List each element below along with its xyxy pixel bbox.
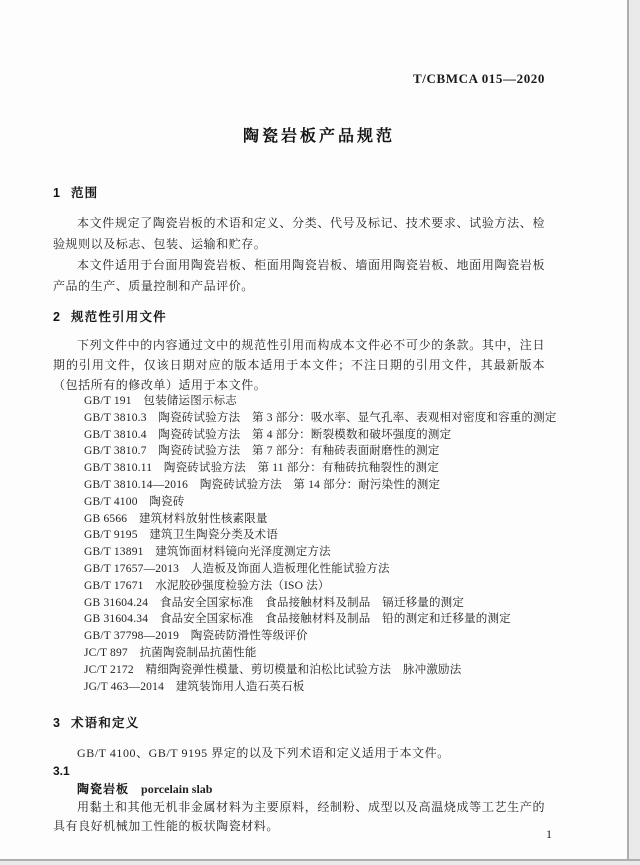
- term-entry: [53, 780, 545, 798]
- section-heading-text: 范围: [70, 186, 99, 200]
- reference-item: GB/T 17671 水泥胶砂强度检验方法（ISO 法）: [84, 579, 330, 592]
- scope-paragraph: 本文件规定了陶瓷岩板的术语和定义、分类、代号及标记、技术要求、试验方法、检验规则以及标志、包装、运输和贮存。: [53, 216, 545, 251]
- page-content: [53, 71, 557, 836]
- reference-item: GB/T 3810.3 陶瓷砖试验方法 第 3 部分：吸水率、显气孔率、表观相对密度和容重的测定: [84, 411, 557, 424]
- page-number: 1: [546, 827, 552, 841]
- reference-item: GB 6566 建筑材料放射性核素限量: [84, 512, 268, 525]
- reference-item: GB/T 3810.7 陶瓷砖试验方法 第 7 部分：有釉砖表面耐磨性的测定: [84, 445, 440, 458]
- scan-edge-bottom: [0, 859, 640, 865]
- reference-item: JG/T 463—2014 建筑装饰用人造石英石板: [84, 680, 305, 693]
- reference-item: GB/T 9195 建筑卫生陶瓷分类及术语: [84, 529, 279, 542]
- section-scope: [53, 186, 545, 297]
- reference-item: JC/T 897 抗菌陶瓷制品抗菌性能: [84, 646, 257, 659]
- reference-item: GB/T 191 包装储运图示标志: [84, 395, 238, 407]
- section-references: [53, 310, 557, 695]
- reference-item: GB/T 17657—2013 人造板及饰面人造板理化性能试验方法: [84, 562, 390, 575]
- reference-item: GB 31604.24 食品安全国家标准 食品接触材料及制品 镉迁移量的测定: [84, 596, 465, 609]
- section-number: 1: [53, 186, 60, 200]
- scan-edge-right: [627, 0, 640, 865]
- reference-item: GB/T 4100 陶瓷砖: [84, 495, 185, 508]
- section-heading-text: 规范性引用文件: [70, 310, 167, 324]
- term-english: porcelain slab: [141, 782, 213, 797]
- section-references-heading: [53, 310, 545, 324]
- section-terms: [53, 716, 545, 836]
- reference-item: JC/T 2172 精细陶瓷弹性模量、剪切模量和泊松比试验方法 脉冲激励法: [84, 663, 462, 676]
- section-number: 2: [53, 310, 60, 324]
- reference-item: GB/T 3810.4 陶瓷砖试验方法 第 4 部分：断裂模数和破坏强度的测定: [84, 428, 452, 441]
- reference-item: GB/T 13891 建筑饰面材料镜向光泽度测定方法: [84, 546, 331, 559]
- document-title: 陶瓷岩板产品规范: [242, 128, 395, 145]
- reference-item: GB 31604.34 食品安全国家标准 食品接触材料及制品 铅的测定和迁移量的测定: [84, 613, 511, 626]
- reference-item: GB/T 37798—2019 陶瓷砖防滑性等级评价: [84, 630, 308, 643]
- term-chinese: 陶瓷岩板: [77, 782, 130, 797]
- clause-number: 3.1: [53, 764, 70, 779]
- reference-item: GB/T 3810.14—2016 陶瓷砖试验方法 第 14 部分：耐污染性的测定: [84, 478, 441, 491]
- terms-intro: GB/T 4100、GB/T 9195 界定的以及下列术语和定义适用于本文件。: [77, 746, 450, 761]
- reference-list: [53, 393, 557, 695]
- term-definition: 用黏土和其他无机非金属材料为主要原料，经制粉、成型以及高温烧成等工艺生产的具有良好机械加工性能的板状陶瓷材料。: [53, 800, 545, 834]
- standard-code: T/CBMCA 015—2020: [412, 71, 545, 86]
- section-number: 3: [53, 716, 60, 731]
- section-scope-heading: [53, 186, 545, 200]
- section-heading-text: 术语和定义: [70, 716, 140, 731]
- section-terms-heading: [53, 716, 545, 730]
- references-intro: 下列文件中的内容通过文中的规范性引用而构成本文件必不可少的条款。其中，注日期的引用文件，仅该日期对应的版本适用于本文件；不注日期的引用文件，其最新版本（包括所有的修改单）适用于本文件。: [53, 338, 545, 392]
- reference-item: GB/T 3810.11 陶瓷砖试验方法 第 11 部分：有釉砖抗釉裂性的测定: [84, 462, 439, 475]
- scope-paragraph: 本文件适用于台面用陶瓷岩板、柜面用陶瓷岩板、墙面用陶瓷岩板、地面用陶瓷岩板产品的生产、质量控制和产品评价。: [53, 258, 545, 293]
